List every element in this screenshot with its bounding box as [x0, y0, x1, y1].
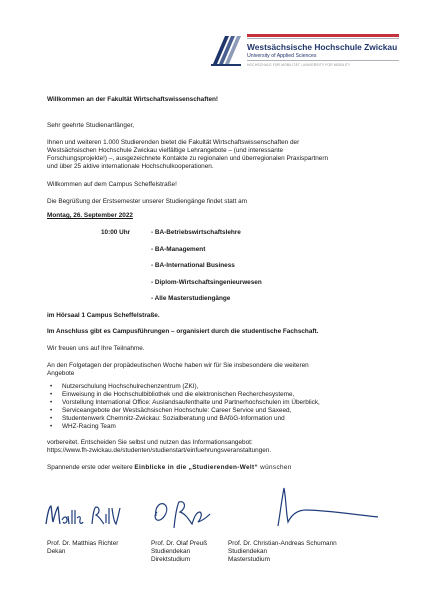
signatory-role: Studiendekan [151, 548, 191, 555]
signatory-role-detail: Masterstudium [228, 556, 270, 563]
signatory-role: Dekan [47, 548, 66, 555]
list-item: • Nutzerschulung Hochschulrechenzentrum (ZKI), [62, 383, 320, 391]
closing-suffix: wünschen [258, 464, 292, 471]
signature-preuss [148, 494, 228, 534]
signatory-role-detail: Direktstudium [151, 556, 191, 563]
list-item: • Studentenwerk Chemnitz-Zwickau: Sozialberatung und BAföG-Information und [62, 415, 320, 423]
intro-line: Westsächsischen Hochschule Zwickau vielfältige Lehrangebote – (und interessante [47, 147, 284, 154]
list-item: • Serviceangebote der Westsächsischen Hochschule: Career Service und Saxeed, [62, 407, 320, 415]
event-location: im Hörsaal 1 Campus Scheffelstraße. [47, 312, 160, 319]
program-item: - BA-International Business [151, 262, 235, 269]
signatory-name: Prof. Dr. Christian-Andreas Schumann [228, 540, 337, 547]
program-item: - BA-Management [151, 246, 206, 253]
greeting-info: Die Begrüßung der Erstsemester unserer Studiengänge findet statt am [47, 198, 247, 205]
intro-line: Forschungsprojekte!) –, ausgezeichnete Kontakte zu regionalen und überregionalen Praxispartnern [47, 155, 329, 162]
signature-schumann [226, 484, 386, 530]
welcome-campus: Willkommen auf dem Campus Scheffelstraße! [47, 181, 177, 188]
university-tagline: HOCHSCHULE FÜR MOBILITÄT | UNIVERSITY FOR MOBILITY [247, 63, 351, 67]
participation-note: Wir freuen uns auf Ihre Teilnahme. [47, 345, 145, 352]
university-subtitle: University of Applied Sciences [247, 53, 317, 59]
closing-emphasis: Einblicke in die „Studierenden-Welt“ [134, 464, 259, 471]
list-item: • WHZ-Racing Team [62, 423, 320, 431]
followup-line: Angebote [47, 370, 75, 377]
whz-logo-mark-icon [211, 34, 243, 66]
signatory-role: Studiendekan [228, 548, 268, 555]
closing-line [47, 464, 292, 472]
welcome-heading: Willkommen an der Fakultät Wirtschaftswissenschaften! [47, 96, 219, 103]
signatory-name: Prof. Dr. Matthias Richter [47, 540, 119, 547]
followup-line: An den Folgetagen der propädeutischen Woche haben wir für Sie insbesondere die weiteren [47, 362, 309, 369]
signatory-name: Prof. Dr. Olaf Preuß [151, 540, 208, 547]
list-item: • Vorstellung International Office: Auslandsaufenthalte und Partnerhochschulen im Überblick, [62, 399, 320, 407]
program-item: - Alle Masterstudiengänge [151, 295, 231, 302]
signature-richter [42, 498, 132, 532]
logo-divider [247, 60, 399, 61]
university-name: Westsächsische Hochschule Zwickau [247, 42, 398, 52]
offers-list [62, 383, 320, 432]
info-url[interactable]: https://www.fh-zwickau.de/studenten/studienstart/einfuehrungsveranstaltungen. [47, 447, 272, 454]
list-item: • Einweisung in die Hochschulbibliothek und die elektronischen Recherchesysteme, [62, 391, 320, 399]
salutation: Sehr geehrte Studienanfänger, [47, 122, 135, 129]
intro-line: und über 25 aktive internationale Hochschulkooperationen. [47, 163, 214, 170]
logo-grey-bar [247, 38, 399, 39]
logo-red-bar [247, 34, 399, 37]
event-time: 10:00 Uhr [101, 229, 131, 236]
closing-prefix: Spannende erste oder weitere [47, 464, 135, 471]
program-item: - Diplom-Wirtschaftsingenieurwesen [151, 279, 262, 286]
event-date: Montag, 26. September 2022 [47, 212, 133, 219]
prepared-line: vorbereitet. Entscheiden Sie selbst und nutzen das Informationsangebot: [47, 439, 253, 446]
campus-tours-note: Im Anschluss gibt es Campusführungen – organisiert durch die studentische Fachschaft. [47, 328, 319, 335]
program-item: - BA-Betriebswirtschaftslehre [151, 229, 241, 236]
intro-line: Ihnen und weiteren 1.000 Studierenden bietet die Fakultät Wirtschaftswissenschaften der [47, 139, 300, 146]
university-logo [211, 34, 411, 78]
